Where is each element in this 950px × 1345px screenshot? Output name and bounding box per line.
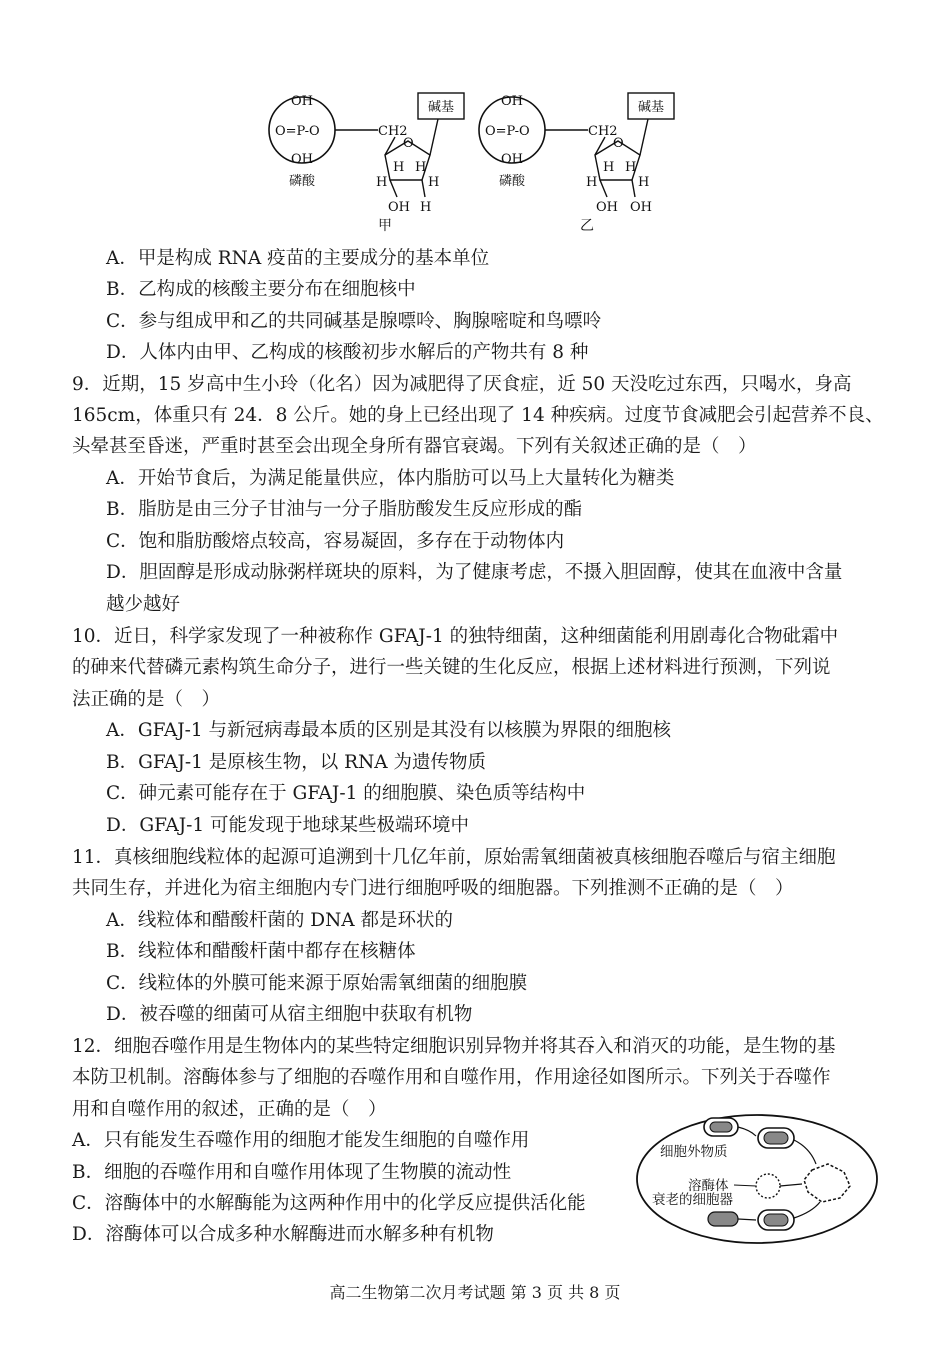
phosphate-p: O=P-O — [275, 124, 320, 139]
ring-o: O — [613, 136, 624, 151]
q12-option-a: A．只有能发生吞噬作用的细胞才能发生细胞的自噬作用 — [72, 1130, 530, 1151]
c3-substituent: H — [420, 200, 432, 215]
q11-stem-line: 11．真核细胞线粒体的起源可追溯到十几亿年前，原始需氧细菌被真核细胞吞噬后与宿主细胞 — [72, 847, 836, 868]
q10-option-d: D．GFAJ-1 可能发现于地球某些极端环境中 — [106, 815, 470, 836]
h-label: H — [603, 160, 615, 175]
h-label: H — [428, 175, 440, 190]
label-extracellular: 细胞外物质 — [660, 1144, 728, 1160]
nucleotide-name-yi: 乙 — [580, 218, 594, 234]
q11-option-b: B．线粒体和醋酸杆菌中都存在核糖体 — [106, 941, 416, 962]
q9-option-c: C．饱和脂肪酸熔点较高，容易凝固，多存在于动物体内 — [106, 531, 565, 552]
q9-option-a: A．开始节食后，为满足能量供应，体内脂肪可以马上大量转化为糖类 — [106, 468, 675, 489]
q10-stem-line: 法正确的是（ ） — [72, 689, 221, 710]
ring-o: O — [403, 136, 414, 151]
q11-stem-line: 共同生存，并进化为宿主细胞内专门进行细胞呼吸的细胞器。下列推测不正确的是（ ） — [72, 878, 794, 899]
page-footer: 高二生物第二次月考试题 第 3 页 共 8 页 — [329, 1283, 621, 1302]
q8-option-d: D．人体内由甲、乙构成的核酸初步水解后的产物共有 8 种 — [106, 342, 589, 363]
q12-stem-line: 本防卫机制。溶酶体参与了细胞的吞噬作用和自噬作用，作用途径如图所示。下列关于吞噬作 — [72, 1067, 831, 1088]
q12-option-d: D．溶酶体可以合成多种水解酶进而水解多种有机物 — [72, 1224, 494, 1245]
phosphate-label: 磷酸 — [498, 174, 526, 189]
base-label: 碱基 — [637, 100, 665, 115]
q11-option-d: D．被吞噬的细菌可从宿主细胞中获取有机物 — [106, 1004, 473, 1025]
phosphate-oh-top: OH — [291, 94, 313, 109]
nucleotide-name-jia: 甲 — [378, 218, 392, 234]
q10-option-a: A．GFAJ-1 与新冠病毒最本质的区别是其没有以核膜为界限的细胞核 — [106, 720, 672, 741]
aged-organelle — [708, 1212, 738, 1226]
q9-option-d-cont: 越少越好 — [106, 594, 181, 615]
nucleotide-right — [479, 93, 674, 234]
q9-stem-line: 165cm，体重只有 24．8 公斤。她的身上已经出现了 14 种疾病。过度节食减肥会引起营养不良、 — [72, 405, 884, 426]
ch2-label: CH2 — [378, 124, 408, 139]
q11-option-c: C．线粒体的外膜可能来源于原始需氧细菌的细胞膜 — [106, 973, 528, 994]
lysosome — [756, 1174, 780, 1198]
phosphate-oh-top: OH — [501, 94, 523, 109]
nucleotide-figure — [260, 85, 680, 240]
c3-substituent: OH — [630, 200, 652, 215]
ch2-label: CH2 — [588, 124, 618, 139]
h-label: H — [393, 160, 405, 175]
c2-substituent: OH — [388, 200, 410, 215]
lysosome-pathway-figure — [632, 1108, 882, 1250]
q12-stem-line: 12．细胞吞噬作用是生物体内的某些特定细胞识别异物并将其吞入和消灭的功能，是生物的基 — [72, 1036, 836, 1057]
phosphate-p: O=P-O — [485, 124, 530, 139]
q9-option-b: B．脂肪是由三分子甘油与一分子脂肪酸发生反应形成的酯 — [106, 499, 583, 520]
q8-option-c: C．参与组成甲和乙的共同碱基是腺嘌呤、胸腺嘧啶和鸟嘌呤 — [106, 311, 602, 332]
q10-stem-line: 10．近日，科学家发现了一种被称作 GFAJ-1 的独特细菌，这种细菌能利用剧毒化合物砒霜中 — [72, 626, 839, 647]
base-label: 碱基 — [427, 100, 455, 115]
q12-option-c: C．溶酶体中的水解酶能为这两种作用中的化学反应提供活化能 — [72, 1193, 586, 1214]
q12-option-b: B．细胞的吞噬作用和自噬作用体现了生物膜的流动性 — [72, 1162, 512, 1183]
q9-stem-line: 头晕甚至昏迷，严重时甚至会出现全身所有器官衰竭。下列有关叙述正确的是（ ） — [72, 436, 757, 457]
q9-option-d: D．胆固醇是形成动脉粥样斑块的原料，为了健康考虑，不摄入胆固醇，使其在血液中含量 — [106, 562, 843, 583]
label-lysosome: 溶酶体 — [688, 1178, 729, 1194]
c2-substituent: OH — [596, 200, 618, 215]
q8-option-a: A．甲是构成 RNA 疫苗的主要成分的基本单位 — [106, 248, 490, 269]
phosphate-label: 磷酸 — [288, 174, 316, 189]
q10-option-c: C．砷元素可能存在于 GFAJ-1 的细胞膜、染色质等结构中 — [106, 783, 586, 804]
h-label: H — [415, 160, 427, 175]
h-label: H — [638, 175, 650, 190]
phosphate-oh-bottom: OH — [501, 152, 523, 167]
q9-stem-line: 9．近期，15 岁高中生小玲（化名）因为减肥得了厌食症，近 50 天没吃过东西，只喝水，身高 — [72, 374, 852, 395]
q10-stem-line: 的砷来代替磷元素构筑生命分子，进行一些关键的生化反应，根据上述材料进行预测，下列说 — [72, 657, 831, 678]
h-label: H — [586, 175, 598, 190]
nucleotide-left — [269, 93, 464, 234]
label-aged-organelle: 衰老的细胞器 — [652, 1192, 733, 1208]
q11-option-a: A．线粒体和醋酸杆菌的 DNA 都是环状的 — [106, 910, 454, 931]
q8-option-b: B．乙构成的核酸主要分布在细胞核中 — [106, 279, 416, 300]
q10-option-b: B．GFAJ-1 是原核生物，以 RNA 为遗传物质 — [106, 752, 487, 773]
phosphate-oh-bottom: OH — [291, 152, 313, 167]
q12-stem-line: 用和自噬作用的叙述，正确的是（ ） — [72, 1099, 387, 1120]
h-label: H — [376, 175, 388, 190]
phagolysosome — [804, 1164, 850, 1202]
h-label: H — [625, 160, 637, 175]
